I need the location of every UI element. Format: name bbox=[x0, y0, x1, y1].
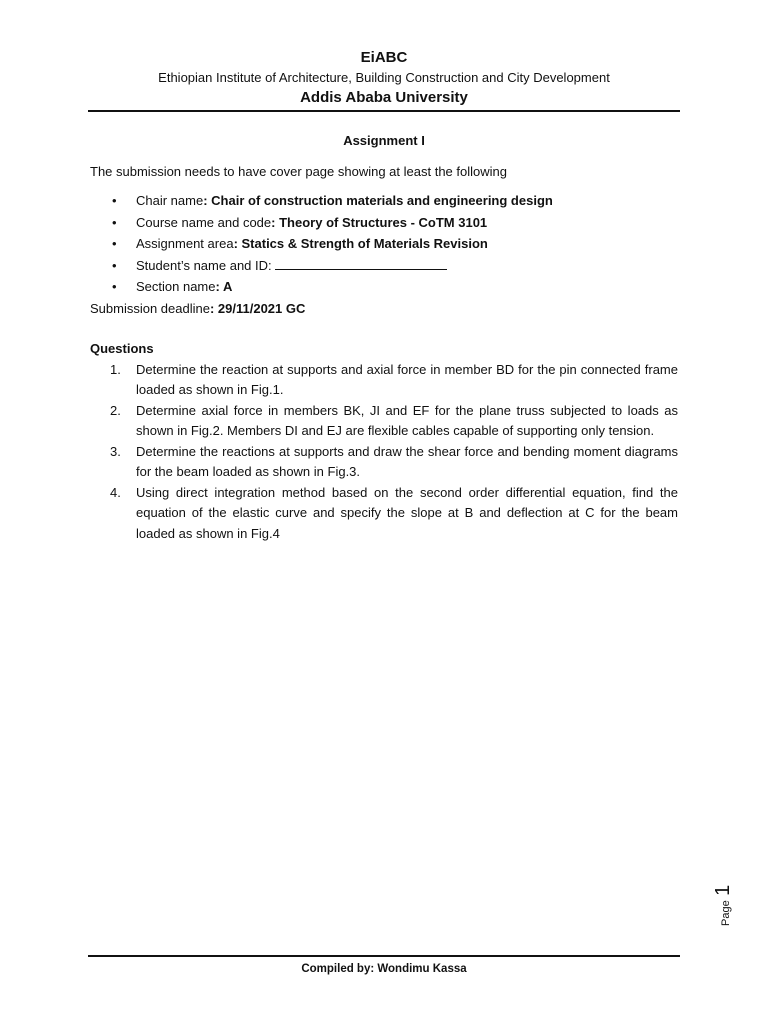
question-number: 3. bbox=[110, 443, 121, 459]
compiler-name: Wondimu Kassa bbox=[377, 963, 467, 975]
list-item bbox=[90, 213, 678, 234]
question-number: 4. bbox=[110, 484, 121, 500]
list-item bbox=[90, 360, 678, 401]
deadline-value: 29/11/2021 GC bbox=[217, 300, 306, 316]
footer-label: Compiled by bbox=[301, 963, 371, 975]
list-item bbox=[90, 256, 678, 277]
question-number: 1. bbox=[110, 361, 121, 377]
requirement-sep: : bbox=[233, 236, 242, 251]
list-item bbox=[90, 442, 678, 483]
question-text: Using direct integration method based on the second order differential equation, find the equation of the elastic curve and specify the slope at B and deflection at C for the beam loaded as shown in Fig.4 bbox=[136, 484, 678, 541]
submission-intro: The submission needs to have cover page showing at least the following bbox=[90, 163, 507, 179]
org-acronym: EiABC bbox=[360, 49, 408, 66]
requirement-sep: : bbox=[268, 257, 276, 273]
requirement-label: Assignment area bbox=[136, 236, 234, 251]
bullet-icon: • bbox=[112, 193, 117, 208]
footer-sep: : bbox=[370, 963, 378, 975]
page-number bbox=[712, 880, 742, 930]
requirement-value: Chair of construction materials and engineering design bbox=[211, 193, 553, 208]
bullet-icon: • bbox=[112, 214, 117, 230]
requirement-value: Statics & Strength of Materials Revision bbox=[241, 236, 488, 251]
questions-heading: Questions bbox=[90, 341, 154, 356]
submission-deadline bbox=[90, 299, 678, 320]
list-item bbox=[90, 483, 678, 545]
requirement-sep: : bbox=[203, 193, 212, 208]
deadline-sep: : bbox=[209, 300, 218, 316]
document-footer bbox=[88, 961, 680, 977]
requirement-sep: : bbox=[215, 279, 223, 294]
assignment-title: Assignment I bbox=[343, 133, 425, 148]
bullet-icon: • bbox=[112, 257, 117, 273]
page-word: Page bbox=[720, 900, 732, 926]
university-name: Addis Ababa University bbox=[300, 89, 468, 106]
footer-divider bbox=[88, 955, 680, 957]
list-item bbox=[90, 191, 678, 212]
question-number: 2. bbox=[110, 402, 121, 418]
questions-list bbox=[90, 360, 678, 545]
document-body bbox=[90, 131, 678, 544]
requirement-value: Theory of Structures - CoTM 3101 bbox=[279, 214, 488, 230]
list-item bbox=[90, 401, 678, 442]
question-text: Determine axial force in members BK, JI and EF for the plane truss subjected to loads as shown in Fig.2. Members DI and EJ are flexible cables capable of supporting only tension. bbox=[136, 402, 678, 438]
requirement-label: Section name bbox=[136, 279, 216, 294]
requirement-sep: : bbox=[271, 214, 280, 230]
question-text: Determine the reaction at supports and axial force in member BD for the pin connected frame loaded as shown in Fig.1. bbox=[136, 361, 678, 397]
requirement-label: Student’s name and ID bbox=[136, 257, 269, 273]
header-divider bbox=[88, 110, 680, 112]
requirements-list bbox=[90, 191, 678, 298]
institute-name: Ethiopian Institute of Architecture, Building Construction and City Development bbox=[158, 70, 610, 85]
document-header bbox=[88, 48, 680, 108]
page-digit: 1 bbox=[712, 884, 734, 896]
student-name-blank bbox=[275, 256, 447, 270]
list-item bbox=[90, 277, 678, 298]
bullet-icon: • bbox=[112, 279, 117, 294]
deadline-label: Submission deadline bbox=[90, 300, 210, 316]
requirement-label: Course name and code bbox=[136, 214, 272, 230]
requirement-label: Chair name bbox=[136, 193, 204, 208]
bullet-icon: • bbox=[112, 236, 117, 251]
question-text: Determine the reactions at supports and draw the shear force and bending moment diagrams for the beam loaded as shown in Fig.3. bbox=[136, 443, 678, 479]
requirement-value: A bbox=[222, 279, 233, 294]
list-item bbox=[90, 234, 678, 255]
